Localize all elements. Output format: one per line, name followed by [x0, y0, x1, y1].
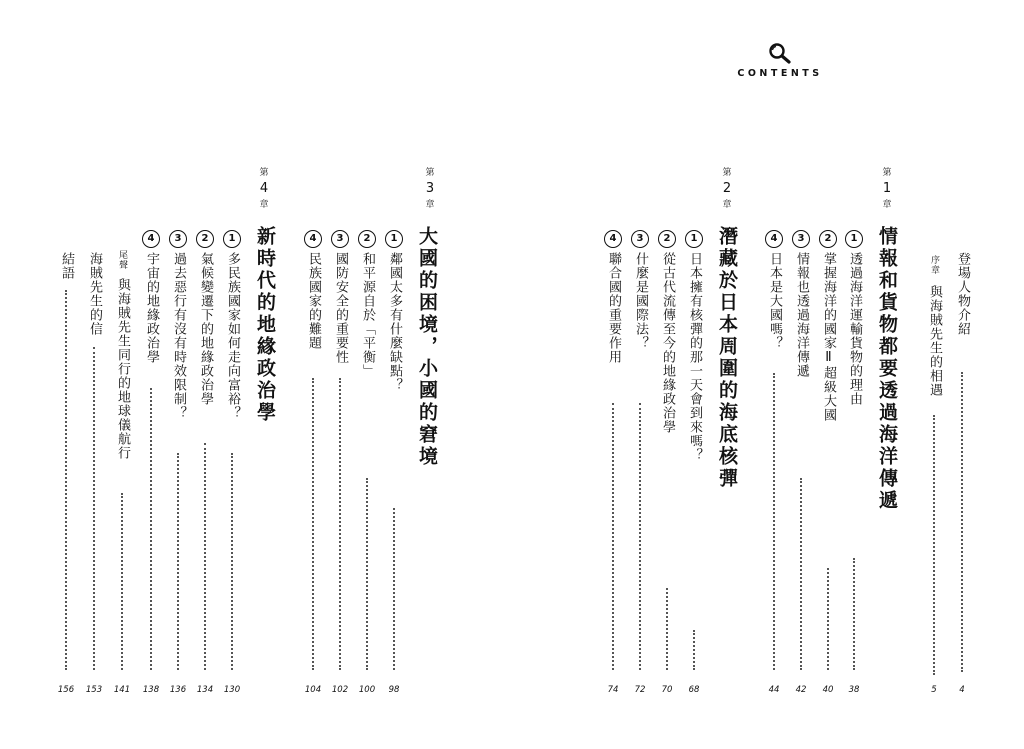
item-number-badge: 1: [385, 230, 403, 248]
entry-label: 聯合國的重要作用: [606, 252, 621, 364]
toc-entry-prologue[interactable]: [922, 255, 946, 702]
item-number-badge: 2: [658, 230, 676, 248]
toc-entry-3-4[interactable]: [301, 228, 325, 702]
item-number-badge: 4: [142, 230, 160, 248]
entry-label: 掌握海洋的國家Ⅱ超級大國: [821, 252, 836, 422]
entry-label: 宇宙的地緣政治學: [144, 252, 159, 364]
toc-entry-4-3[interactable]: [166, 228, 190, 702]
prologue-tag: 序章: [929, 255, 939, 275]
item-number-badge: 3: [631, 230, 649, 248]
dotted-leader: [231, 453, 233, 670]
entry-label: 鄰國太多有什麼缺點？: [387, 252, 402, 392]
toc-entry-1-2[interactable]: [816, 228, 840, 702]
chapter-1-title[interactable]: 情報和貨物都要透過海洋傳遞: [876, 226, 898, 512]
chapter-1-label: 第 1 章: [882, 168, 892, 210]
toc-entry-3-2[interactable]: [355, 228, 379, 702]
toc-entry-1-3[interactable]: [789, 228, 813, 702]
page-number: 4: [959, 685, 965, 695]
dotted-leader: [93, 347, 95, 670]
toc-entry-epilogue[interactable]: [110, 250, 134, 702]
dotted-leader: [393, 508, 395, 670]
dotted-leader: [666, 588, 668, 670]
entry-label: 氣候變遷下的地緣政治學: [198, 252, 213, 406]
item-number-badge: 4: [604, 230, 622, 248]
entry-label: 登場人物介紹: [955, 252, 970, 336]
dotted-leader: [693, 630, 695, 670]
dotted-leader: [933, 415, 935, 675]
toc-entry-2-4[interactable]: [601, 228, 625, 702]
page-number: 141: [113, 685, 131, 695]
item-number-badge: 3: [792, 230, 810, 248]
page-number: 38: [848, 685, 860, 695]
item-number-badge: 2: [819, 230, 837, 248]
item-number-badge: 1: [223, 230, 241, 248]
page-number: 44: [768, 685, 780, 695]
page-number: 134: [196, 685, 214, 695]
chapter-3-title[interactable]: 大國的困境，小國的窘境: [416, 226, 438, 468]
toc-entry-characters[interactable]: [950, 252, 974, 702]
toc-entry-3-1[interactable]: [382, 228, 406, 702]
dotted-leader: [612, 403, 614, 670]
epilogue-tag: 尾聲: [117, 250, 127, 270]
dotted-leader: [853, 558, 855, 670]
page-number: 153: [85, 685, 103, 695]
contents-header: [730, 40, 830, 85]
toc-entry-3-3[interactable]: [328, 228, 352, 702]
toc-entry-4-4[interactable]: [139, 228, 163, 702]
page-number: 102: [331, 685, 349, 695]
item-number-badge: 1: [685, 230, 703, 248]
page-number: 70: [661, 685, 673, 695]
page-number: 5: [931, 685, 937, 695]
toc-entry-1-1[interactable]: [842, 228, 866, 702]
entry-label: 和平源自於「平衡」: [360, 252, 375, 378]
toc-entry-2-1[interactable]: [682, 228, 706, 702]
item-number-badge: 2: [196, 230, 214, 248]
entry-label: 結語: [59, 252, 74, 280]
dotted-leader: [312, 378, 314, 670]
page-number: 98: [388, 685, 400, 695]
dotted-leader: [366, 478, 368, 670]
toc-entry-pirate-letter[interactable]: [82, 252, 106, 702]
entry-label: 日本是大國嗎？: [767, 252, 782, 350]
toc-entry-afterword[interactable]: [54, 252, 78, 702]
page-number: 72: [634, 685, 646, 695]
entry-label: 民族國家的難題: [306, 252, 321, 350]
item-number-badge: 2: [358, 230, 376, 248]
toc-entry-4-1[interactable]: [220, 228, 244, 702]
magnifier-icon: [768, 42, 792, 64]
dotted-leader: [204, 443, 206, 670]
chapter-4-title[interactable]: 新時代的地緣政治學: [254, 226, 276, 424]
chapter-2-title[interactable]: 潛藏於日本周圍的海底核彈: [716, 226, 738, 490]
dotted-leader: [150, 388, 152, 670]
entry-label: 什麼是國際法？: [633, 252, 648, 350]
page-number: 138: [142, 685, 160, 695]
item-number-badge: 3: [331, 230, 349, 248]
entry-label: 過去惡行有沒有時效限制？: [171, 252, 186, 420]
chapter-4-label: 第 4 章: [259, 168, 269, 210]
entry-label: 情報也透過海洋傳遞: [794, 252, 809, 378]
contents-title: CONTENTS: [737, 68, 823, 79]
item-number-badge: 4: [304, 230, 322, 248]
toc-entry-2-2[interactable]: [655, 228, 679, 702]
page-number: 136: [169, 685, 187, 695]
item-number-badge: 3: [169, 230, 187, 248]
dotted-leader: [773, 373, 775, 670]
dotted-leader: [339, 378, 341, 670]
dotted-leader: [639, 403, 641, 670]
dotted-leader: [65, 290, 67, 670]
entry-label: 透過海洋運輸貨物的理由: [847, 252, 862, 406]
dotted-leader: [121, 493, 123, 670]
entry-label: 日本擁有核彈的那一天會到來嗎？: [687, 252, 702, 462]
toc-entry-4-2[interactable]: [193, 228, 217, 702]
page-number: 42: [795, 685, 807, 695]
entry-label: 從古代流傳至今的地緣政治學: [660, 252, 675, 434]
page-number: 130: [223, 685, 241, 695]
chapter-2-label: 第 2 章: [722, 168, 732, 210]
dotted-leader: [961, 372, 963, 672]
dotted-leader: [827, 568, 829, 670]
entry-label: 國防安全的重要性: [333, 252, 348, 364]
chapter-3-label: 第 3 章: [425, 168, 435, 210]
item-number-badge: 1: [845, 230, 863, 248]
page-number: 156: [57, 685, 75, 695]
dotted-leader: [177, 453, 179, 670]
dotted-leader: [800, 478, 802, 670]
page-number: 100: [358, 685, 376, 695]
entry-label: 海賊先生的信: [87, 252, 102, 336]
entry-label: 多民族國家如何走向富裕？: [225, 252, 240, 420]
item-number-badge: 4: [765, 230, 783, 248]
page-number: 40: [822, 685, 834, 695]
page-number: 104: [304, 685, 322, 695]
toc-entry-1-4[interactable]: [762, 228, 786, 702]
toc-entry-2-3[interactable]: [628, 228, 652, 702]
page-number: 68: [688, 685, 700, 695]
entry-label: 與海賊先生同行的地球儀航行: [115, 278, 130, 460]
entry-label: 與海賊先生的相遇: [927, 285, 942, 397]
page-number: 74: [607, 685, 619, 695]
